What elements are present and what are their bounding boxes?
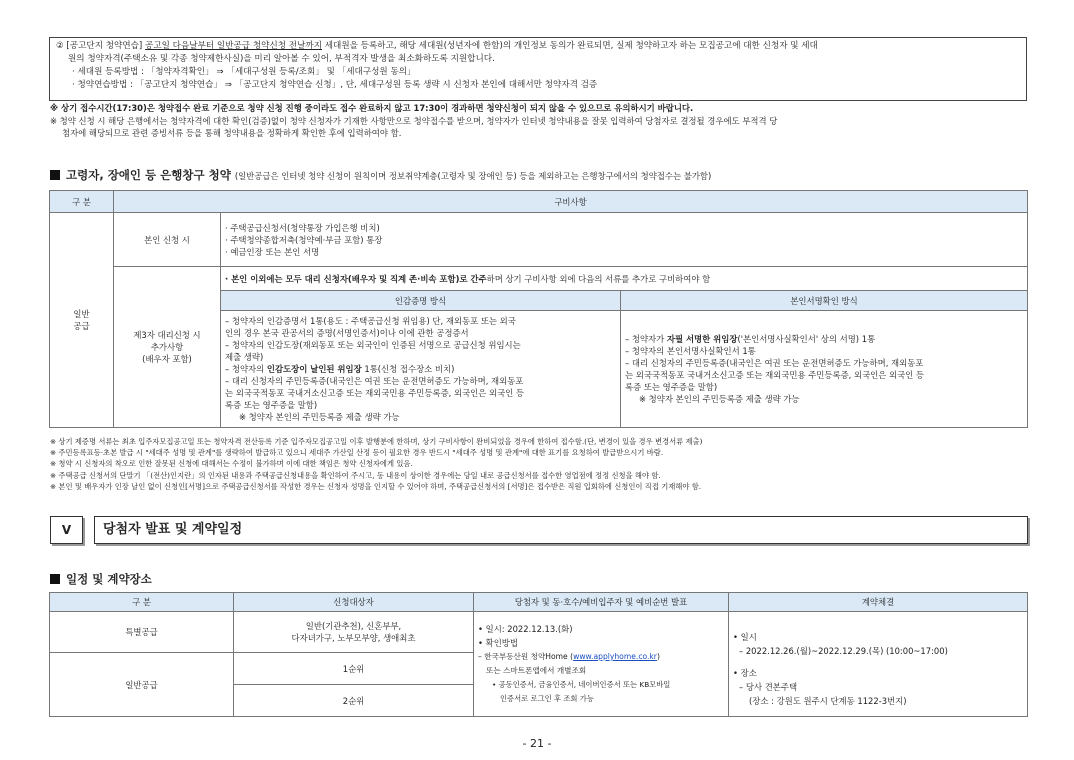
seal-method-items: – 청약자의 인감증명서 1통(용도 : 주택공급신청 위임용) 단, 재외동포 또는 외국 인의 경우 본국 관공서의 증명(서명인증서)이나 이에 관한 공정증서 – 청약자의 인감도장(재외동포 또는 외국인이 인증된 서명으로 공급신청 위임시는 제출 생략) – 청약자의 인감도장이 날인된 위임장 1통(신청 접수장소 비치) – 대리 신청자의 주민등록증(내국인은 여권 또는 운전면허증도 가능하며, 재외동포 는 외국국적동포 국내거소신고증 또는 재외국민용 주민등록증, 외국인은 외국인 등 록증 또는 영주증을 말함) ※ 청약자 본인의 주민등록증 제출 생략 가능: [221, 311, 621, 428]
applyhome-link[interactable]: www.applyhome.co.kr: [573, 652, 657, 661]
warning-deadline: ※ 상기 접수시간(17:30)은 청약접수 완료 기준으로 청약 신청 진행 중이라도 접수 완료하지 않고 17:30이 경과하면 청약신청이 되지 않을 수 있으므로 유의하시기 바랍니다.: [50, 103, 694, 113]
warnings: [50, 102, 1030, 140]
announcement-details: • 일시: 2022.12.13.(화) • 확인방법 – 한국부동산원 청약Home (www.applyhome.co.kr) 또는 스마트폰앱에서 개별조회 • 공동인증서, 금융인증서, 네이버인증서 또는 KB모바일 인증서로 로그인 후 조회 가능: [474, 612, 729, 717]
notice-line-2: 원의 청약자격(주택소유 및 각종 청약제한사실)을 미리 알아볼 수 있어, 부적격자 발생을 최소화하도록 지원합니다.: [68, 54, 495, 64]
proxy-note: · 본인 이외에는 모두 대리 신청자(배우자 및 직계 존·비속 포함)로 간주하며 상기 구비사항 외에 다음의 서류를 추가로 구비하여야 함: [221, 267, 1028, 291]
schedule-table: [49, 592, 1028, 717]
square-bullet-icon: [50, 170, 60, 180]
required-documents-table: [49, 190, 1028, 428]
proxy-apply-label: 제3자 대리신청 시 추가사항 (배우자 포함): [114, 267, 221, 428]
section-heading-elderly: 고령자, 장애인 등 은행창구 청약 (일반공급은 인터넷 청약 신청이 원칙이며 정보취약계층(고령자 및 장애인 등) 등을 제외하고는 은행창구에서의 청약접수는 불가함): [50, 167, 711, 183]
notice-line-3: · 세대원 등록방법 : 「청약자격확인」 ⇒ 「세대구성원 등록/조회」 및 「세대구성원 동의」: [72, 67, 416, 77]
sign-method-items: – 청약자가 자필 서명한 위임장('본인서명사실확인서' 상의 서명) 1통 – 청약자의 본인서명사실확인서 1통 – 대리 신청자의 주민등록증(내국인은 여권 또는 운전면허증도 가능하며, 재외동포 는 외국국적동포 국내거소신고증 또는 재외국민용 주민등록증, 외국인은 외국인 등 록증 또는 영주증을 말함) ※ 청약자 본인의 주민등록증 제출 생략 가능: [621, 311, 1028, 428]
square-bullet-icon: [50, 574, 60, 584]
self-apply-items: · 주택공급신청서(청약통장 가입은행 비치) · 주택청약종합저축(청약예·부금 포함) 통장 · 예금인장 또는 본인 서명: [221, 213, 1028, 267]
rank-1: 1순위: [234, 653, 474, 685]
header-targets: 신청대상자: [234, 593, 474, 612]
warning-bank-a: ※ 청약 신청 시 해당 은행에서는 청약자격에 대한 확인(검증)없이 청약 신청자가 기재한 사항만으로 청약접수를 받으며, 청약자가 인터넷 청약내용을 잘못 입력하여 당첨자로 결정될 경우에도 부적격 당: [50, 115, 778, 126]
header-category: 구 분: [50, 191, 114, 213]
general-supply-label: 일반공급: [50, 653, 234, 717]
practice-notice-box: [49, 37, 1027, 101]
header-contract: 계약체결: [729, 593, 1028, 612]
header-category: 구 분: [50, 593, 234, 612]
general-supply-label: 일반 공급: [50, 213, 114, 428]
page-number: - 21 -: [522, 737, 552, 750]
self-apply-label: 본인 신청 시: [114, 213, 221, 267]
rank-2: 2순위: [234, 685, 474, 717]
contract-details: • 일시 – 2022.12.26.(월)~2022.12.29.(목) (10:00~17:00) • 장소 – 당사 견본주택 (장소 : 강원도 원주시 단계동 1122-3번지): [729, 612, 1028, 717]
notice-line-4: · 청약연습방법 : 「공고단지 청약연습」 ⇒ 「공고단지 청약연습 신청」, 단, 세대구성원 등록 생략 시 신청자 본인에 대해서만 청약자격 검증: [72, 80, 598, 90]
section-heading-schedule: 일정 및 계약장소: [50, 571, 152, 587]
seal-method-header: 인감증명 방식: [221, 291, 621, 311]
special-supply-targets: 일반(기관추천), 신혼부부, 다자녀가구, 노부모부양, 생애최초: [234, 612, 474, 653]
section-number: V: [50, 516, 83, 544]
sign-method-header: 본인서명확인 방식: [621, 291, 1028, 311]
table-footnotes: ※ 상기 제증명 서류는 최초 입주자모집공고일 또는 청약자격 전산등록 기준 입주자모집공고일 이후 발행분에 한하며, 상기 구비사항이 완비되었을 경우에 한하여 접수함.(단, 변경이 있을 경우 변경서류 제출) ※ 주민등록표등·초본 발급 시 "세대주 성명 및 관계"를 생략하여 발급하고 있으니 세대주 가산일 산정 등이 필요한 경우 반드시 "세대주 성명 및 관계"에 대한 표기를 요청하여 발급받으시기 바람. ※ 청약 시 신청자의 착오로 인한 잘못된 신청에 대해서는 수정이 불가하며 이에 대한 책임은 청약 신청자에게 있음. ※ 주택공급 신청서의 단말기 「(전산)인지란」의 인자된 내용과 주택공급신청내용을 확인하여 주시고, 동 내용이 상이한 경우에는 당일 내로 공급신청서를 접수한 영업점에 정정 신청을 해야 함. ※ 본인 및 배우자가 인장 날인 없이 신청인[서명]으로 주택공급신청서를 작성한 경우는 신청자 성명을 인지할 수 있어야 하며, 주택공급신청서의 [서명]은 접수받은 직원 입회하에 신청인이 직접 기재해야 함.: [50, 437, 703, 491]
notice-line-1: ② [공고단지 청약연습] 공고일 다음날부터 일반공급 청약신청 전날까지 세대원을 등록하고, 해당 세대원(성년자에 한함)의 개인정보 동의가 완료되면, 실제 청약하고자 하는 모집공고에 대한 신청자 및 세대: [56, 41, 818, 51]
special-supply-label: 특별공급: [50, 612, 234, 653]
header-requirements: 구비사항: [114, 191, 1028, 213]
header-announcement: 당첨자 및 동·호수/예비입주자 및 예비순번 발표: [474, 593, 729, 612]
warning-bank-b: 첨자에 해당되므로 관련 증빙서류 등을 통해 청약내용을 정확하게 확인한 후에 입력하여야 함.: [62, 128, 402, 138]
section-title: 당첨자 발표 및 계약일정: [94, 516, 1028, 544]
